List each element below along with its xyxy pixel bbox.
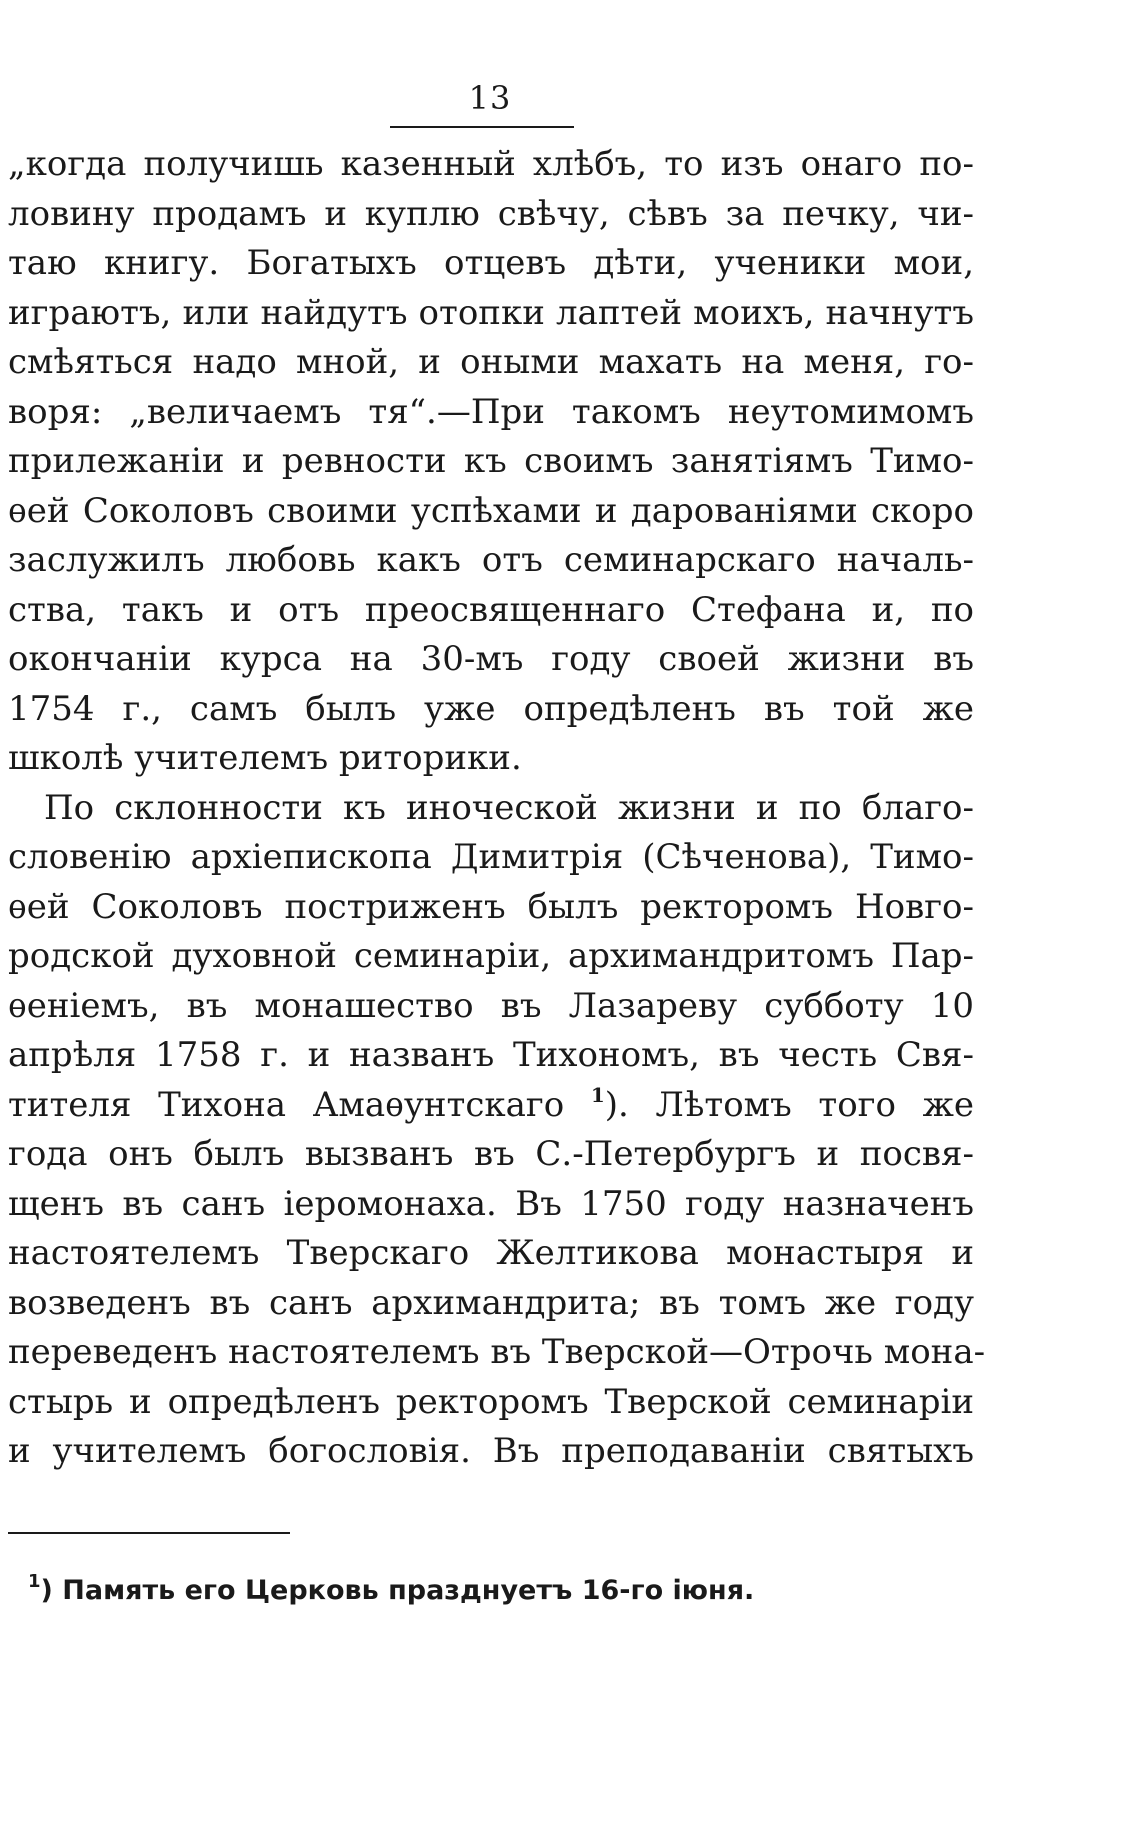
footnote-rule [8, 1532, 290, 1534]
text-fragment: тителя Тихона Амаѳунтскаго [8, 1084, 565, 1125]
text-line: возведенъ въ санъ архимандрита; въ томъ же году [8, 1282, 974, 1323]
text-line: окончаніи курса на 30-мъ году своей жизни въ [8, 639, 974, 679]
text-line: играютъ, или найдутъ отопки лаптей моихъ, начнутъ [8, 292, 974, 333]
text-line: апрѣля 1758 г. и названъ Тихономъ, въ честь Свя- [8, 1035, 974, 1075]
text-line: словенію архіепископа Димитрія (Сѣченова), Тимо- [8, 837, 974, 877]
text-line: „когда получишь казенный хлѣбъ, то изъ онаго по- [8, 144, 974, 184]
footnote [28, 1571, 755, 1608]
text-line: смѣяться надо мной, и оными махать на меня, го- [8, 342, 974, 382]
text-line: ства, такъ и отъ преосвященнаго Стефана и, по [8, 589, 974, 630]
footnote-ref: 1 [590, 1082, 605, 1107]
text-line: таю книгу. Богатыхъ отцевъ дѣти, ученики мои, [8, 243, 974, 283]
footnote-marker: 1 [28, 1571, 41, 1592]
text-line: года онъ былъ вызванъ въ С.-Петербургъ и посвя- [8, 1134, 974, 1174]
text-line: и учителемъ богословія. Въ преподаваніи святыхъ [8, 1431, 974, 1471]
paragraph-start-line: По склонности къ иноческой жизни и по благо- [44, 787, 974, 828]
text-line: воря: „величаемъ тя“.—При такомъ неутомимомъ [8, 391, 974, 432]
text-line: прилежаніи и ревности къ своимъ занятіямъ Тимо- [8, 441, 974, 481]
header-rule [390, 126, 574, 128]
text-line: щенъ въ санъ іеромонаха. Въ 1750 году назначенъ [8, 1183, 974, 1224]
footnote-text: ) Память его Церковь празднуетъ 16-го іюня. [40, 1575, 755, 1606]
text-line: ѳей Соколовъ постриженъ былъ ректоромъ Новго- [8, 886, 974, 927]
text-line: настоятелемъ Тверскаго Желтикова монастыря и [8, 1233, 974, 1273]
text-line: ѳей Соколовъ своими успѣхами и дарованіями скоро [8, 490, 974, 531]
text-line: ловину продамъ и куплю свѣчу, сѣвъ за печку, чи- [8, 193, 974, 234]
text-line-with-footnote-ref [8, 1081, 974, 1131]
text-line: ѳеніемъ, въ монашество въ Лазареву субботу 10 [8, 985, 974, 1026]
text-fragment: ). Лѣтомъ того же [604, 1084, 974, 1125]
body-text [8, 140, 986, 1477]
text-line: родской духовной семинаріи, архимандритомъ Пар- [8, 936, 974, 976]
text-line: школѣ учителемъ риторики. [8, 738, 522, 778]
page-number: 13 [468, 79, 512, 117]
text-line: 1754 г., самъ былъ уже опредѣленъ въ той же [8, 688, 974, 729]
text-line: заслужилъ любовь какъ отъ семинарскаго началь- [8, 540, 974, 580]
text-line: стырь и опредѣленъ ректоромъ Тверской семинаріи [8, 1381, 974, 1422]
text-line: переведенъ настоятелемъ въ Тверской—Отрочь мона- [8, 1332, 986, 1372]
